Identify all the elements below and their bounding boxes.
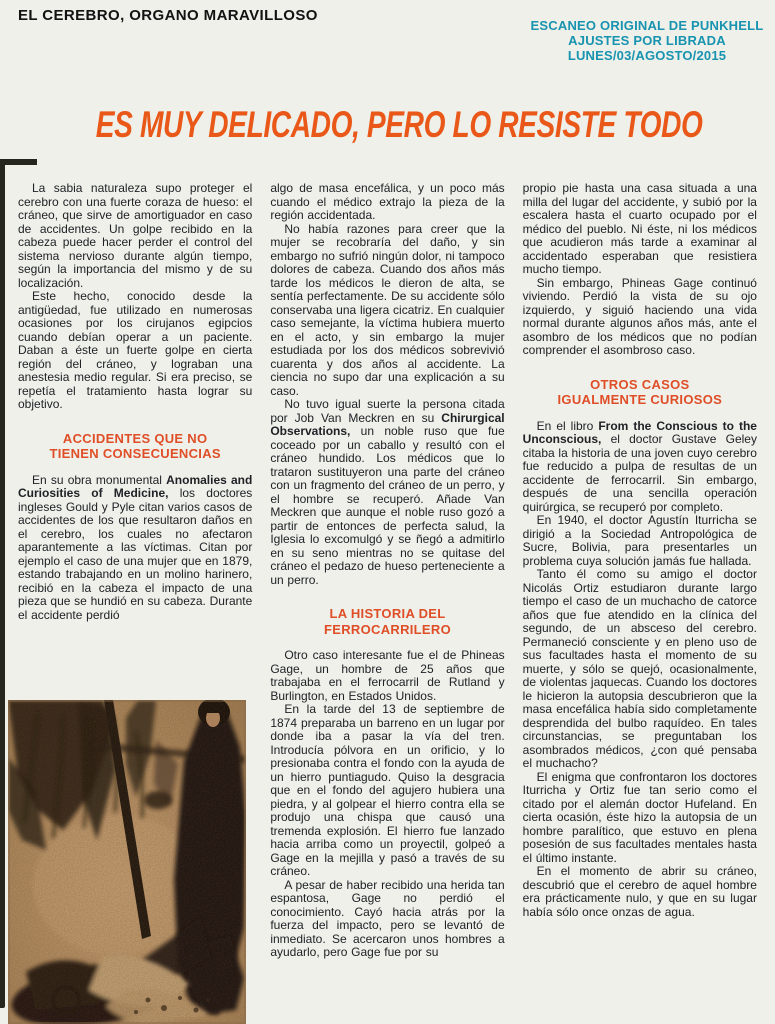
body-paragraph: A pesar de haber recibido una herida tan espantosa, Gage no perdió el conocimiento. Cayó hacia atrás por la fuerza del impacto, pero se levantó de inmediato. Se acercaron unos hombres a ayudarlo, pero Gage fue por su	[270, 877, 505, 959]
scan-edge-artifact	[0, 163, 5, 1008]
body-paragraph: Otro caso interesante fue el de Phineas Gage, un hombre de 25 años que trabajaba en el ferrocarril de Rutland y Burlington, en Estados Unidos.	[270, 648, 505, 703]
article-photo	[8, 700, 246, 1024]
column-2-text	[270, 182, 504, 960]
column-2	[270, 182, 504, 960]
column-1	[18, 182, 252, 622]
body-paragraph: En su obra monumental Anomalies and Curiosities of Medicine, los doctores ingleses Gould y Pyle citan varios casos de accidentes de los que resultaron daños en el cerebro, los cuales no afectaron aparantemente a las víctimas. Citan por ejemplo el caso de una mujer que en 1879, estando trabajando en un molino harinero, recibió en la cabeza el impacto de una pieza que se hundió en su cabeza. Durante el accidente perdió	[18, 472, 253, 622]
body-paragraph: algo de masa encefálica, y un poco más cuando el médico extrajo la pieza de la región accidentada.	[270, 181, 505, 222]
body-paragraph: No tuvo igual suerte la persona citada por Job Van Meckren en su Chirurgical Observations, un noble ruso que fue coceado por un caballo y resultó con el cráneo hundido. Los médicos que lo trataron sustituyeron una parte del cráneo con un fragmento del cráneo de un perro, y el hombre se recuperó. Añade Van Meckren que aunque el noble ruso gozó a partir de entonces de perfecta salud, la Iglesia lo excomulgó y se ñegó a admitirlo en su seno mientras no se quitase del cráneo el pedazo de hueso perteneciente a un perro.	[270, 397, 505, 587]
column-1-text	[18, 182, 252, 622]
body-paragraph: Tanto él como su amigo el doctor Nicolás Ortiz estudiaron durante largo tiempo el caso de un muchacho de catorce años que fue atendido en la clínica del segundo, de un absceso del cerebro. Permaneció consciente y en pleno uso de sus facultades hasta el momento de su muerte, y sólo se quejó, ocasionalmente, de violentas jaquecas. Cuando los doctores le hicieron la autopsia descubrieron que la masa encefálica había sido completamente desprendida del bulbo raquídeo. En tales circunstancias, se preguntaban los asombrados médicos, ¿con qué pensaba el muchacho?	[522, 567, 757, 770]
body-paragraph: No había razones para creer que la mujer se recobraría del daño, y sin embargo no sufrió ningún dolor, ni tampoco dolores de cabeza. Cuando dos años más tarde los médicos le dieron de alta, se sentía perfectamente. De su accidente sólo conservaba una ligera cicatriz. En cualquier caso semejante, la víctima hubiera muerto en el acto, y sin embargo la mujer estudiada por los dos médicos sobrevivió cuarenta y dos años al accidente. La ciencia no supo dar una explicación a su caso.	[270, 221, 505, 398]
page-kicker: EL CEREBRO, ORGANO MARAVILLOSO	[18, 7, 318, 24]
section-subhead: LA HISTORIA DEL FERROCARRILERO	[324, 606, 451, 637]
scan-credit-line-1: ESCANEO ORIGINAL DE PUNKHELL	[530, 18, 764, 33]
scan-credit-line-2: AJUSTES POR LIBRADA	[568, 33, 726, 48]
column-3	[523, 182, 757, 919]
section-subhead: OTROS CASOS IGUALMENTE CURIOSOS	[557, 376, 723, 407]
body-paragraph: La sabia naturaleza supo proteger el cerebro con una fuerte coraza de hueso: el cráneo, que sirve de amortiguador en caso de accidentes. Un golpe recibido en la cabeza puede hacer perder el control del sistema nervioso durante algún tiempo, según la importancia del mismo y de su localización.	[18, 181, 253, 290]
body-paragraph: En el libro From the Conscious to the Unconscious, el doctor Gustave Geley citaba la historia de una joven cuyo cerebro fue reducido a pulpa de resultas de un accidente de ferrocarril. Sin embargo, después de una sencilla operación quirúrgica, se recuperó por completo.	[522, 418, 757, 514]
body-paragraph: En el momento de abrir su cráneo, descubrió que el cerebro de aquel hombre era prácticamente nulo, y que en su lugar había sólo once onzas de agua.	[522, 864, 757, 919]
body-paragraph: En 1940, el doctor Agustín Iturricha se dirigió a la Sociedad Antropológica de Sucre, Bolivia, para presentarles un problema cuya solución jamás fue hallada.	[522, 513, 757, 568]
body-paragraph: Este hecho, conocido desde la antigüedad, fue utilizado en numerosas ocasiones por los cirujanos egipcios cuando debían operar a un paciente. Daban a éste un fuerte golpe en cierta región del cráneo, y lograban una anestesia medio regular. Si era preciso, se repetía el tratamiento hasta lograr su objetivo.	[18, 289, 253, 411]
body-paragraph: El enigma que confrontaron los doctores Iturricha y Ortiz fue tan serio como el citado por el alemán doctor Hufeland. En cierta ocasión, éste hizo la autopsia de un hombre paralítico, que estuvo en plena posesión de sus facultades mentales hasta el último instante.	[522, 769, 757, 865]
scan-credit-block	[527, 18, 767, 63]
body-paragraph: propio pie hasta una casa situada a una milla del lugar del accidente, y subió por la escalera hasta el cuarto ocupado por el médico del pueblo. Ni éste, ni los médicos que acudieron más tarde a examinar al accidentado esperaban que resistiera mucho tiempo.	[522, 181, 757, 276]
body-paragraph: En la tarde del 13 de septiembre de 1874 preparaba un barreno en un lugar por donde iba a pasar la vía del tren. Introducía pólvora en un orificio, y lo presionaba contra el fondo con la ayuda de un hierro puntiagudo. Quiso la desgracia que en el fondo del agujero hubiera una piedra, y al golpear el hierro contra ella se produjo una chispa que causó una tremenda explosión. El hierro fue lanzado hacia arriba como un proyectil, golpeó a Gage en la mejilla y pasó a través de su cráneo.	[270, 702, 505, 878]
body-paragraph: Sin embargo, Phineas Gage continuó viviendo. Perdió la vista de su ojo izquierdo, y siguió haciendo una vida normal durante algunos años más, ante el asombro de los médicos que no podían comprender el asombroso caso.	[522, 275, 757, 357]
article-headline: ES MUY DELICADO, PERO LO RESISTE TODO	[95, 104, 703, 145]
scan-credit-line-3: LUNES/03/AGOSTO/2015	[567, 48, 727, 63]
column-3-text	[523, 182, 757, 919]
section-subhead: ACCIDENTES QUE NO TIENEN CONSECUENCIAS	[49, 430, 221, 461]
headline-wrap	[0, 104, 775, 146]
scan-edge-notch	[0, 159, 37, 165]
